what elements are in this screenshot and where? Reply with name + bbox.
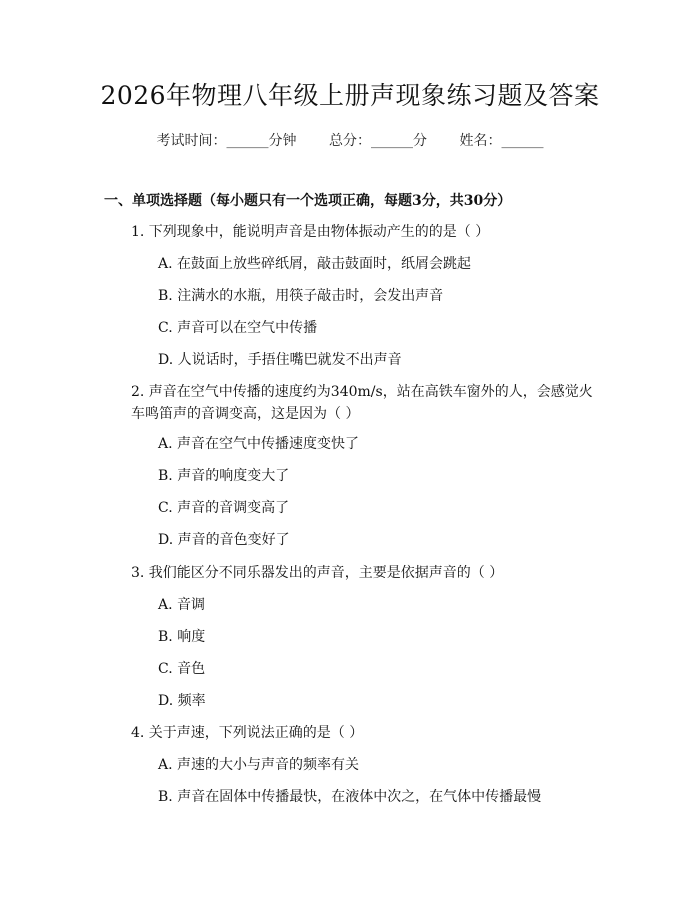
exam-score: 总分：______分 xyxy=(329,133,427,149)
question-3-option-b: B. 响度 xyxy=(158,629,206,645)
question-1-option-c: C. 声音可以在空气中传播 xyxy=(158,320,318,336)
exam-time: 考试时间：______分钟 xyxy=(156,133,297,149)
section-heading: 一、单项选择题（每小题只有一个选项正确，每题3分，共30分） xyxy=(104,193,512,209)
exam-meta xyxy=(0,130,700,150)
question-2-option-c: C. 声音的音调变高了 xyxy=(158,500,290,516)
question-2-stem: 2. 声音在空气中传播的速度约为340m/s，站在高铁车窗外的人，会感觉火车鸣笛声的音调变高，这是因为（ ） xyxy=(131,384,593,422)
question-1-stem: 1. 下列现象中，能说明声音是由物体振动产生的的是（ ） xyxy=(131,224,490,240)
question-2-option-b: B. 声音的响度变大了 xyxy=(158,468,290,484)
question-3-option-d: D. 频率 xyxy=(158,693,206,709)
question-4-option-b: B. 声音在固体中传播最快，在液体中次之，在气体中传播最慢 xyxy=(158,789,542,805)
question-3-option-a: A. 音调 xyxy=(158,597,206,613)
question-1-option-a: A. 在鼓面上放些碎纸屑，敲击鼓面时，纸屑会跳起 xyxy=(158,256,472,272)
question-4-stem: 4. 关于声速，下列说法正确的是（ ） xyxy=(131,725,364,741)
question-4-option-a: A. 声速的大小与声音的频率有关 xyxy=(158,757,360,773)
student-name: 姓名：______ xyxy=(459,133,544,149)
page-title: 2026年物理八年级上册声现象练习题及答案 xyxy=(100,81,600,110)
question-1-option-b: B. 注满水的水瓶，用筷子敲击时，会发出声音 xyxy=(158,288,444,304)
question-2-option-d: D. 声音的音色变好了 xyxy=(158,532,290,548)
question-3-option-c: C. 音色 xyxy=(158,661,206,677)
question-3-stem: 3. 我们能区分不同乐器发出的声音，主要是依据声音的（ ） xyxy=(131,565,504,581)
question-2-option-a: A. 声音在空气中传播速度变快了 xyxy=(158,436,360,452)
question-1-option-d: D. 人说话时，手捂住嘴巴就发不出声音 xyxy=(158,352,402,368)
